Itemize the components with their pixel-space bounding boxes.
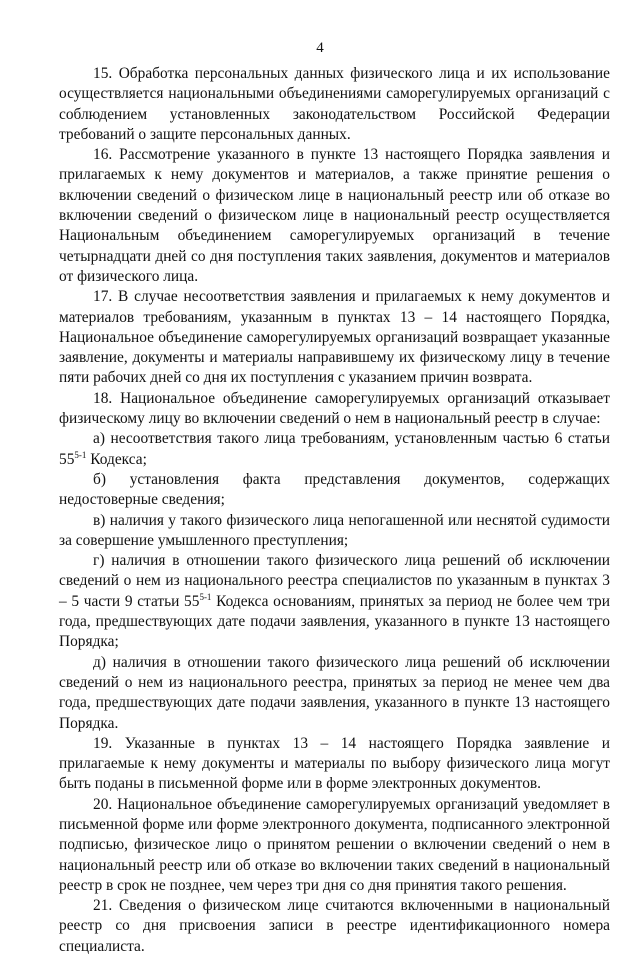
- paragraph-15: 15. Обработка персональных данных физического лица и их использование осуществляется национальными объединениями саморегулируемых организаций с соблюдением установленных законодательством Российской Федерации требований о защите персональных данных.: [59, 65, 610, 143]
- page-number: 4: [316, 40, 324, 56]
- paragraph-18-g-tail: Кодекса основаниям, принятых за период не более чем три года, предшествующих дате подачи заявления, указанного в пункте 13 настоящего Порядка;: [59, 592, 610, 651]
- paragraph-18-d: д) наличия в отношении такого физического лица решений об исключении сведений о нем из национального реестра, принятых за период не менее чем два года, предшествующих дате подачи заявления, указанного в пункте 13 настоящего Порядка.: [59, 653, 610, 732]
- paragraph-18-a-text: а) несоответствия такого лица требованиям, установленным частью 6 статьи 55: [59, 430, 610, 468]
- paragraph-18-g: [59, 551, 610, 652]
- paragraph-18-g-superscript: 5-1: [199, 591, 212, 602]
- paragraph-18: 18. Национальное объединение саморегулируемых организаций отказывает физическому лицу во включении сведений о нем в национальный реестр в случае:: [59, 389, 610, 428]
- paragraph-18-a: [59, 429, 610, 470]
- paragraph-18-g-text: г) наличия в отношении такого физического лица решений об исключении сведений о нем из национального реестра специалистов по указанным в пунктах 3 – 5 части 9 статьи 55: [59, 552, 610, 610]
- paragraph-18-v: в) наличия у такого физического лица непогашенной или неснятой судимости за совершение умышленного преступления;: [59, 511, 610, 549]
- paragraph-18-a-tail: Кодекса;: [86, 450, 147, 468]
- paragraph-18-b: б) установления факта представления документов, содержащих недостоверные сведения;: [59, 470, 610, 509]
- document-body: [59, 64, 610, 957]
- paragraph-20: 20. Национальное объединение саморегулируемых организаций уведомляет в письменной форме или форме электронного документа, подписанного электронной подписью, физическое лицо о принятом решении о включении сведений о нем в национальный реестр или об отказе во включении таких сведений в национальный реестр в срок не позднее, чем через три дня со дня принятия такого решения.: [59, 795, 610, 894]
- paragraph-16: 16. Рассмотрение указанного в пункте 13 настоящего Порядка заявления и прилагаемых к нему документов и материалов, а также принятие решения о включении сведений о физическом лице в национальный реестр или об отказе во включении сведений о физическом лице в национальный реестр осуществляется Национальным объединением саморегулируемых организаций в течение четырнадцати дней со дня поступления таких заявления, документов и материалов от физического лица.: [59, 146, 610, 285]
- paragraph-19: 19. Указанные в пунктах 13 – 14 настоящего Порядка заявление и прилагаемые к нему документы и материалы по выбору физического лица могут быть поданы в письменной форме или в форме электронных документов.: [59, 734, 610, 793]
- paragraph-21: 21. Сведения о физическом лице считаются включенными в национальный реестр со дня присвоения записи в реестре идентификационного номера специалиста.: [59, 897, 610, 955]
- paragraph-18-a-superscript: 5-1: [74, 449, 87, 460]
- paragraph-17: 17. В случае несоответствия заявления и прилагаемых к нему документов и материалов требованиям, указанным в пунктах 13 – 14 настоящего Порядка, Национальное объединение саморегулируемых организаций возвращает указанные заявление, документы и материалы направившему их физическому лицу в течение пяти рабочих дней со дня их поступления с указанием причин возврата.: [59, 288, 610, 387]
